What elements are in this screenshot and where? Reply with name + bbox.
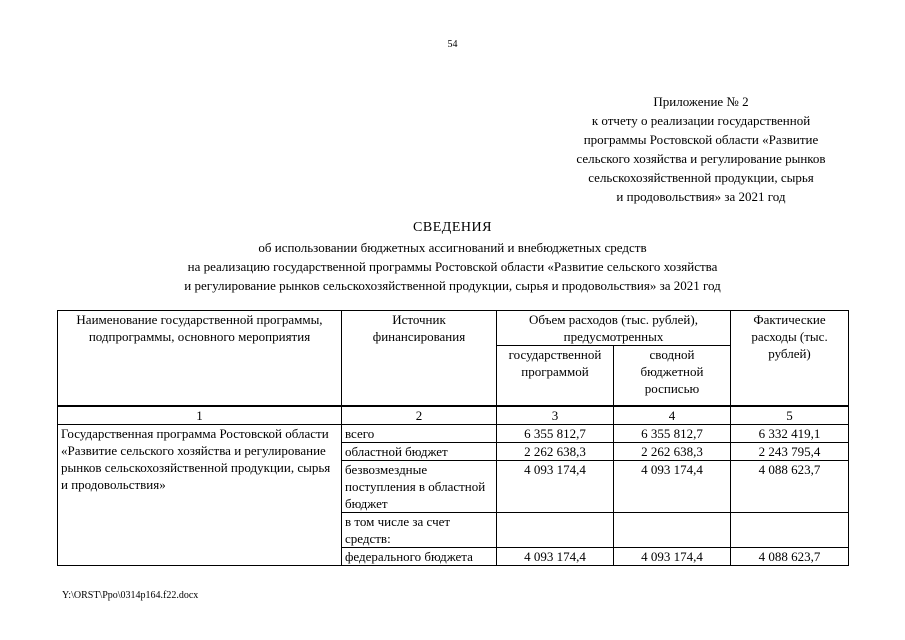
source-cell: федерального бюджета bbox=[342, 548, 497, 566]
table-header-row bbox=[58, 311, 849, 346]
column-number: 3 bbox=[497, 406, 614, 425]
actual-value-cell bbox=[731, 513, 849, 548]
subtitle-line: на реализацию государственной программы Ростовской области «Развитие сельского хозяйства bbox=[187, 259, 718, 274]
header-planned: Объем расходов (тыс. рублей), предусмотренных bbox=[497, 311, 731, 346]
column-number-row bbox=[58, 406, 849, 425]
column-number: 2 bbox=[342, 406, 497, 425]
column-number: 4 bbox=[614, 406, 731, 425]
source-cell: всего bbox=[342, 425, 497, 443]
appendix-line: и продовольствия» за 2021 год bbox=[616, 189, 786, 204]
source-cell: безвозмездные поступления в областной бюджет bbox=[342, 461, 497, 513]
column-number: 1 bbox=[58, 406, 342, 425]
program-value-cell: 2 262 638,3 bbox=[497, 443, 614, 461]
program-name-cell: Государственная программа Ростовской области «Развитие сельского хозяйства и регулирование рынков сельскохозяйственной продукции, сырья и продовольствия» bbox=[58, 425, 342, 566]
program-value-cell bbox=[497, 513, 614, 548]
appendix-line: Приложение № 2 bbox=[653, 94, 749, 109]
subtitle-line: об использовании бюджетных ассигнований и внебюджетных средств bbox=[258, 240, 647, 255]
appendix-line: программы Ростовской области «Развитие bbox=[583, 132, 819, 147]
actual-value-cell: 4 088 623,7 bbox=[731, 548, 849, 566]
budget-value-cell: 6 355 812,7 bbox=[614, 425, 731, 443]
program-value-cell: 6 355 812,7 bbox=[497, 425, 614, 443]
budget-value-cell: 4 093 174,4 bbox=[614, 548, 731, 566]
header-name: Наименование государственной программы, подпрограммы, основного мероприятия bbox=[58, 311, 342, 407]
header-source: Источник финансирования bbox=[342, 311, 497, 407]
appendix-block bbox=[541, 92, 861, 206]
appendix-line: сельского хозяйства и регулирование рынков bbox=[576, 151, 826, 166]
page-number: 54 bbox=[447, 39, 458, 50]
document-subtitle bbox=[0, 238, 905, 295]
subtitle-line: и регулирование рынков сельскохозяйственной продукции, сырья и продовольствия» за 2021 год bbox=[184, 278, 721, 293]
program-value-cell: 4 093 174,4 bbox=[497, 461, 614, 513]
appendix-line: к отчету о реализации государственной bbox=[591, 113, 811, 128]
file-path-footer: Y:\ORST\Ppo\0314p164.f22.docx bbox=[62, 590, 199, 601]
appendix-line: сельскохозяйственной продукции, сырья bbox=[588, 170, 814, 185]
budget-value-cell: 2 262 638,3 bbox=[614, 443, 731, 461]
actual-value-cell: 4 088 623,7 bbox=[731, 461, 849, 513]
header-planned-program: государственной программой bbox=[497, 346, 614, 407]
budget-value-cell: 4 093 174,4 bbox=[614, 461, 731, 513]
source-cell: в том числе за счет средств: bbox=[342, 513, 497, 548]
budget-value-cell bbox=[614, 513, 731, 548]
expenditure-table bbox=[57, 310, 849, 566]
table-row bbox=[58, 425, 849, 443]
actual-value-cell: 2 243 795,4 bbox=[731, 443, 849, 461]
source-cell: областной бюджет bbox=[342, 443, 497, 461]
column-number: 5 bbox=[731, 406, 849, 425]
header-actual: Фактические расходы (тыс. рублей) bbox=[731, 311, 849, 407]
program-value-cell: 4 093 174,4 bbox=[497, 548, 614, 566]
document-title: СВЕДЕНИЯ bbox=[413, 220, 492, 235]
header-planned-budget: сводной бюджетной росписью bbox=[614, 346, 731, 407]
actual-value-cell: 6 332 419,1 bbox=[731, 425, 849, 443]
